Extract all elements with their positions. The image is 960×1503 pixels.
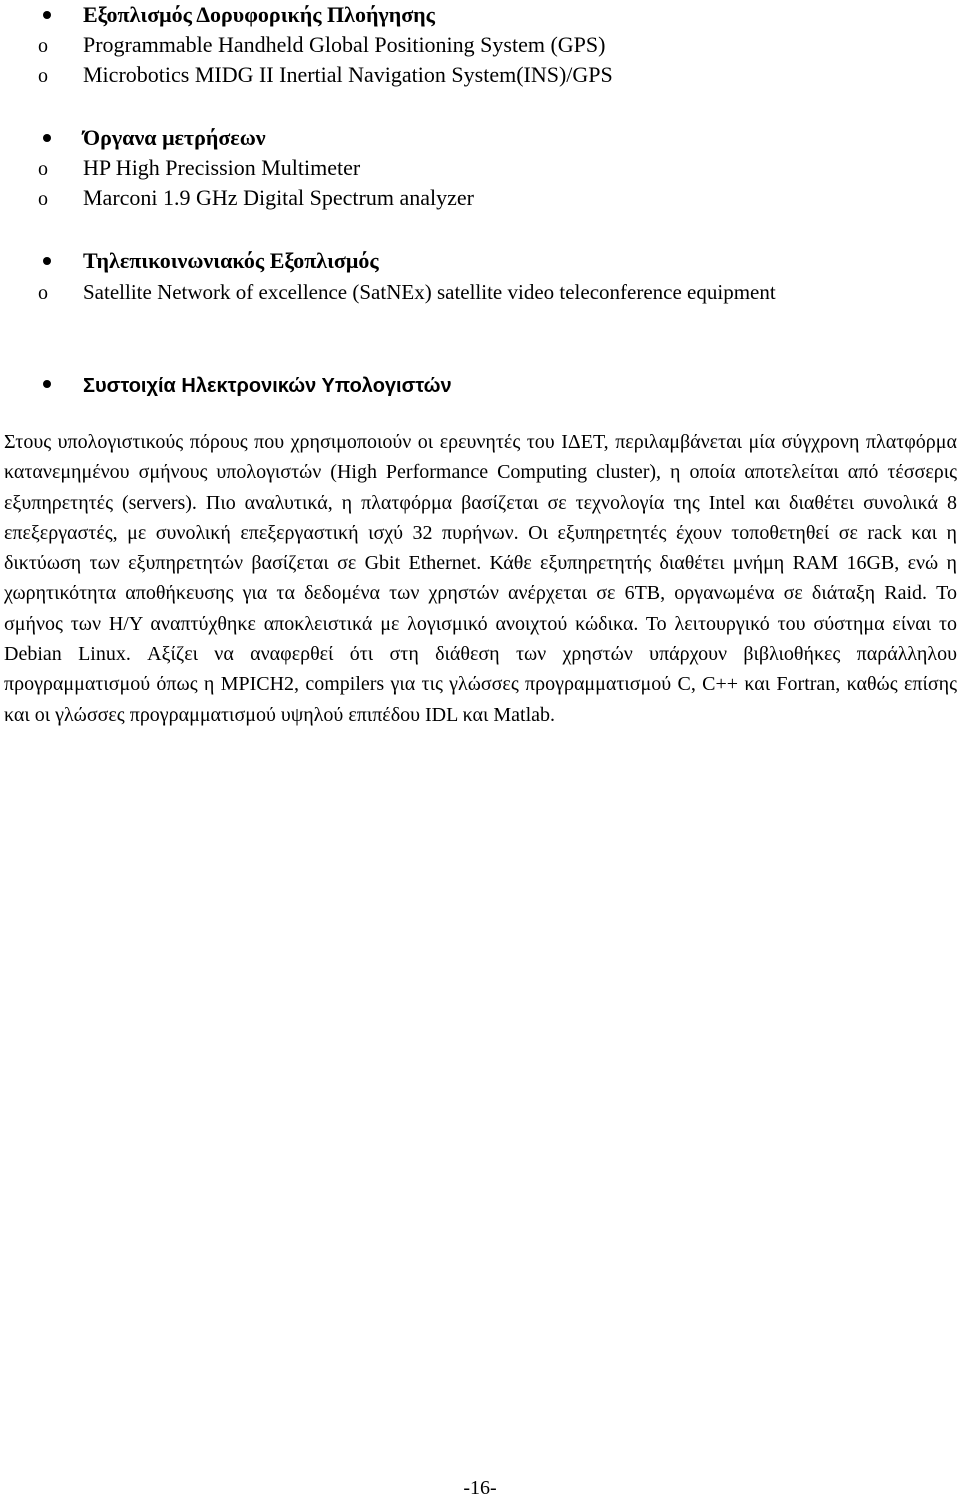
section-heading: Τηλεπικοινωνιακός Εξοπλισμός (83, 248, 379, 273)
list-item-text: Microbotics MIDG II Inertial Navigation System(INS)/GPS (83, 62, 613, 87)
bullet-disc-icon (43, 380, 51, 388)
list-item-text: Satellite Network of excellence (SatNEx) satellite video teleconference equipment (83, 280, 776, 304)
section-heading: Εξοπλισμός Δορυφορικής Πλοήγησης (83, 2, 435, 27)
bullet-heading-row (0, 123, 960, 153)
bullet-disc-icon (43, 257, 51, 265)
bullet-heading-row (0, 0, 960, 30)
page-number: -16- (463, 1477, 497, 1499)
bullet-heading-row (0, 369, 960, 399)
list-item (0, 153, 960, 183)
list-item (0, 30, 960, 60)
list-item (0, 60, 960, 90)
body-paragraph: Στους υπολογιστικούς πόρους που χρησιμοποιούν οι ερευνητές του ΙΔΕΤ, περιλαμβάνεται μία σύγχρονη πλατφόρμα κατανεμημένου σμήνους υπολογιστών (High Performance Computing cluster), η οποία αποτελείται από τέσσερις εξυπηρετητές (servers). Πιο αναλυτικά, η πλατφόρμα βασίζεται σε τεχνολογία της Intel και διαθέτει συνολικά 8 επεξεργαστές, με συνολική επεξεργαστική ισχύ 32 πυρήνων. Οι εξυπηρετητές έχουν τοποθετηθεί σε rack και η δικτύωση των εξυπηρετητών βασίζεται σε Gbit Ethernet. Κάθε εξυπηρετητής διαθέτει μνήμη RAM 16GB, ενώ η χωρητικότητα αποθήκευσης για τα δεδομένα των χρηστών ανέρχεται σε 6TB, οργανωμένα σε διάταξη Raid. Το σμήνος των Η/Υ αναπτύχθηκε αποκλειστικά με λογισμικό ανοιχτού κώδικα. Το λειτουργικό του σύστημα είναι το Debian Linux. Αξίζει να αναφερθεί ότι στη διάθεση των χρηστών υπάρχουν βιβλιοθήκες παράλληλου προγραμματισμού όπως η MPICH2, compilers για τις γλώσσες προγραμματισμού C, C++ και Fortran, καθώς επίσης και οι γλώσσες προγραμματισμού υψηλού επιπέδου IDL και Matlab. (4, 431, 957, 726)
bullet-heading-row (0, 246, 960, 276)
section-heading: Συστοιχία Ηλεκτρονικών Υπολογιστών (83, 375, 452, 397)
circle-marker-icon: o (38, 282, 48, 304)
bullet-disc-icon (43, 134, 51, 142)
circle-marker-icon: o (38, 35, 48, 57)
bullet-disc-icon (43, 11, 51, 19)
circle-marker-icon: o (38, 158, 48, 180)
circle-marker-icon: o (38, 188, 48, 210)
list-item-text: Programmable Handheld Global Positioning System (GPS) (83, 32, 606, 57)
list-item-text: HP High Precission Multimeter (83, 155, 361, 180)
section-heading: Όργανα μετρήσεων (83, 125, 266, 150)
list-item (0, 183, 960, 213)
list-item-text: Marconi 1.9 GHz Digital Spectrum analyzer (83, 185, 474, 210)
list-item (0, 277, 960, 307)
circle-marker-icon: o (38, 65, 48, 87)
